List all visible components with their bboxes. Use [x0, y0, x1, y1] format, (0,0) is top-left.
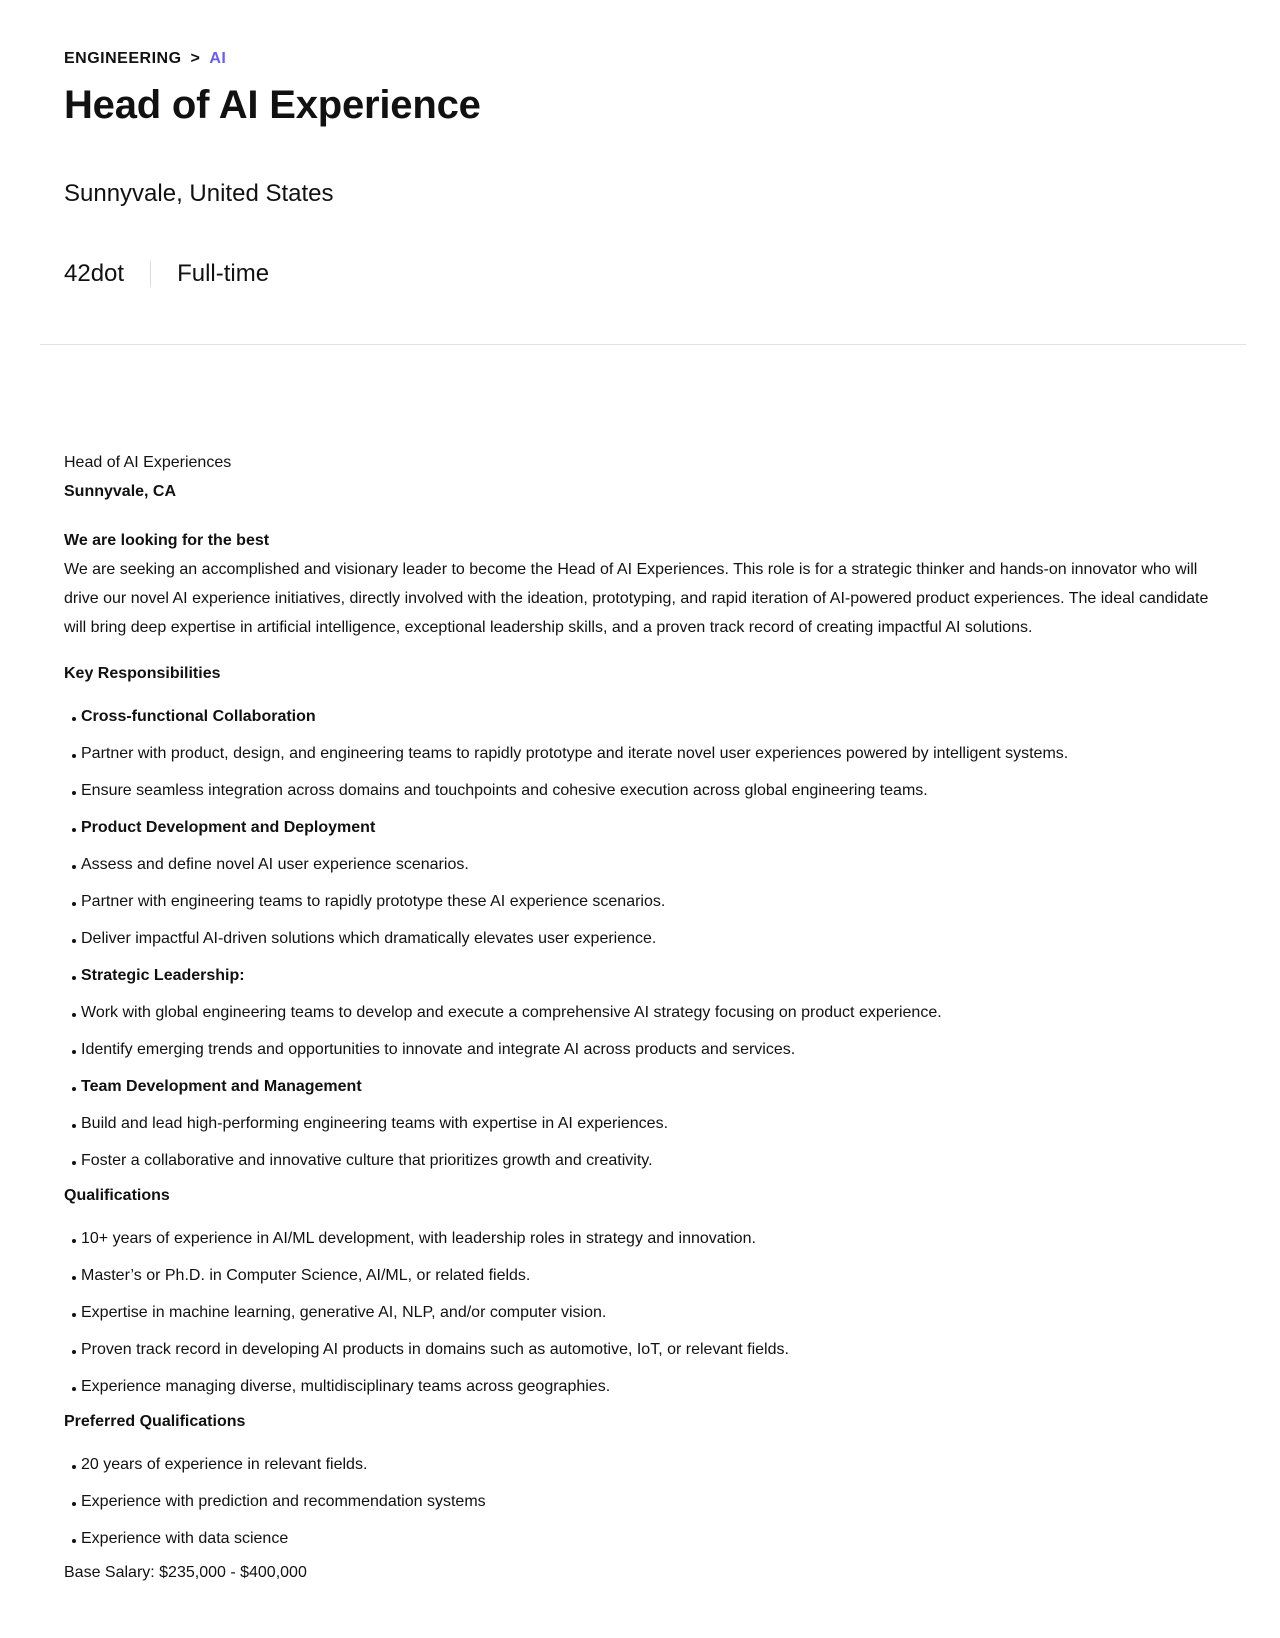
- list-item: Partner with product, design, and engineering teams to rapidly prototype and iterate novel user experiences powered by intelligent systems.: [64, 739, 1224, 776]
- header-divider: [40, 344, 1246, 345]
- job-header: [0, 0, 1280, 296]
- list-item: Experience with data science: [64, 1524, 1224, 1561]
- breadcrumb-link-ai[interactable]: AI: [209, 50, 227, 67]
- employment-type: Full-time: [177, 260, 270, 287]
- company-name: 42dot: [64, 260, 125, 287]
- list-item: Team Development and Management: [64, 1072, 1224, 1109]
- list-item: Master’s or Ph.D. in Computer Science, AI/ML, or related fields.: [64, 1261, 1224, 1298]
- page-title: Head of AI Experience: [64, 83, 481, 127]
- intro-heading: We are looking for the best: [64, 532, 270, 549]
- responsibilities-list: [64, 702, 1224, 1183]
- responsibilities-heading: Key Responsibilities: [64, 665, 221, 682]
- list-item: Assess and define novel AI user experience scenarios.: [64, 850, 1224, 887]
- list-item: Foster a collaborative and innovative culture that prioritizes growth and creativity.: [64, 1146, 1224, 1183]
- list-item: Deliver impactful AI-driven solutions which dramatically elevates user experience.: [64, 924, 1224, 961]
- meta-divider: [150, 261, 151, 287]
- intro-text: We are seeking an accomplished and visionary leader to become the Head of AI Experiences. This role is for a strategic thinker and hands-on innovator who will drive our novel AI experience initiatives, directly involved with the ideation, prototyping, and rapid iteration of AI-powered product experiences. The ideal candidate will bring deep expertise in artificial intelligence, exceptional leadership skills, and a proven track record of creating impactful AI solutions.: [64, 561, 1209, 636]
- job-description: [64, 448, 1224, 1587]
- list-item: Work with global engineering teams to develop and execute a comprehensive AI strategy focusing on product experience.: [64, 998, 1224, 1035]
- list-item: 10+ years of experience in AI/ML development, with leadership roles in strategy and innovation.: [64, 1224, 1224, 1261]
- qualifications-heading: Qualifications: [64, 1187, 170, 1204]
- description-location: Sunnyvale, CA: [64, 483, 177, 500]
- job-meta: [64, 258, 1216, 290]
- list-item: 20 years of experience in relevant fields.: [64, 1450, 1224, 1487]
- list-item: Experience managing diverse, multidisciplinary teams across geographies.: [64, 1372, 1224, 1409]
- list-item: Cross-functional Collaboration: [64, 702, 1224, 739]
- list-item: Strategic Leadership:: [64, 961, 1224, 998]
- job-location: Sunnyvale, United States: [64, 180, 334, 207]
- list-item: Identify emerging trends and opportunities to innovate and integrate AI across products and services.: [64, 1035, 1224, 1072]
- list-item: Proven track record in developing AI products in domains such as automotive, IoT, or relevant fields.: [64, 1335, 1224, 1372]
- preferred-qualifications-list: [64, 1450, 1224, 1561]
- list-item: Build and lead high-performing engineering teams with expertise in AI experiences.: [64, 1109, 1224, 1146]
- breadcrumb: [64, 48, 1216, 70]
- base-salary: Base Salary: $235,000 - $400,000: [64, 1564, 307, 1581]
- list-item: Partner with engineering teams to rapidly prototype these AI experience scenarios.: [64, 887, 1224, 924]
- description-heading: Head of AI Experiences: [64, 454, 232, 471]
- list-item: Product Development and Deployment: [64, 813, 1224, 850]
- list-item: Experience with prediction and recommendation systems: [64, 1487, 1224, 1524]
- list-item: Ensure seamless integration across domains and touchpoints and cohesive execution across global engineering teams.: [64, 776, 1224, 813]
- qualifications-list: [64, 1224, 1224, 1409]
- list-item: Expertise in machine learning, generative AI, NLP, and/or computer vision.: [64, 1298, 1224, 1335]
- breadcrumb-separator: >: [190, 50, 201, 67]
- breadcrumb-link-engineering[interactable]: ENGINEERING: [64, 50, 182, 67]
- preferred-qualifications-heading: Preferred Qualifications: [64, 1413, 246, 1430]
